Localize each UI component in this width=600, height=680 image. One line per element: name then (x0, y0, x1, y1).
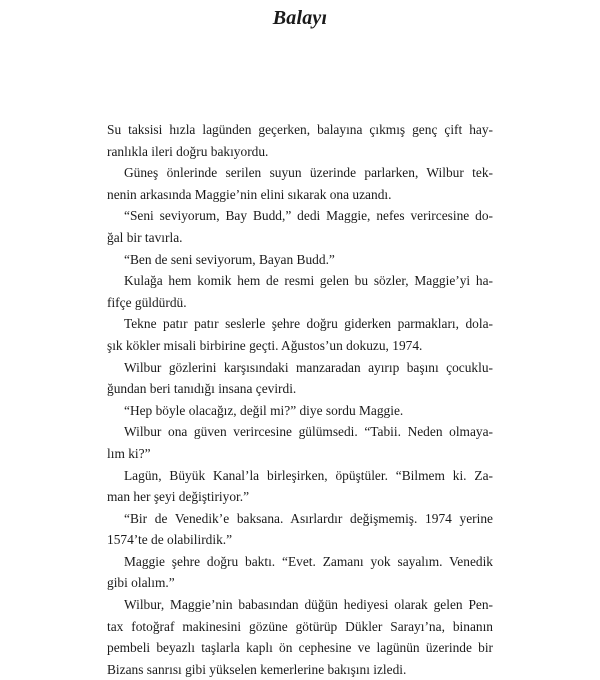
text-line: Lagün, Büyük Kanal’la birleşirken, öpüştüler. “Bilmem ki. Za- (124, 467, 493, 483)
body-text (107, 119, 493, 680)
text-line: “Ben de seni seviyorum, Bayan Budd.” (124, 251, 335, 267)
text-line: lım ki?” (107, 445, 151, 461)
text-line: “Bir de Venedik’e baksana. Asırlardır değişmemiş. 1974 yerine (124, 510, 493, 526)
text-line: “Seni seviyorum, Bay Budd,” dedi Maggie, nefes verircesine do- (124, 208, 493, 224)
text-line: fifçe güldürdü. (107, 294, 187, 310)
text-line: “Hep böyle olacağız, değil mi?” diye sordu Maggie. (124, 402, 404, 418)
text-line: Wilbur gözlerini karşısındaki manzaradan ayırıp başını çocuklu- (124, 359, 493, 375)
chapter-title: Balayı (272, 7, 328, 29)
text-line: şık kökler misali birbirine geçti. Ağustos’un dokuzu, 1974. (107, 337, 423, 353)
text-line: Bizans sanrısı gibi yükselen kemerlerine bakışını izledi. (107, 661, 407, 677)
text-line: nenin arkasında Maggie’nin elini sıkarak ona uzandı. (107, 186, 392, 202)
text-line: Kulağa hem komik hem de resmi gelen bu sözler, Maggie’yi ha- (124, 273, 493, 289)
text-line: Güneş önlerinde serilen suyun üzerinde parlarken, Wilbur tek- (124, 165, 493, 181)
text-line: Wilbur ona güven verircesine gülümsedi. “Tabii. Neden olmaya- (124, 424, 493, 440)
text-line: ranlıkla ileri doğru bakıyordu. (107, 143, 269, 159)
text-line: ğundan beri tanıdığı insana çevirdi. (107, 381, 297, 397)
text-line: man her şeyi değiştiriyor.” (107, 489, 250, 505)
text-line: pembeli beyazlı taşlarla kaplı ön cephesine ve lagünün üzerinde bir (107, 640, 493, 656)
text-line: 1574’te de olabilirdik.” (107, 532, 233, 548)
text-line: gibi olalım.” (107, 575, 175, 591)
text-line: ğal bir tavırla. (107, 229, 183, 245)
text-line: Maggie şehre doğru baktı. “Evet. Zamanı yok sayalım. Venedik (124, 553, 493, 569)
text-line: Tekne patır patır seslerle şehre doğru giderken parmakları, dola- (124, 316, 493, 332)
text-line: tax fotoğraf makinesini gözüne götürüp Dükler Sarayı’na, binanın (107, 618, 493, 634)
text-line: Su taksisi hızla lagünden geçerken, balayına çıkmış genç çift hay- (107, 122, 493, 137)
text-line: Wilbur, Maggie’nin babasından düğün hediyesi olarak gelen Pen- (124, 597, 493, 613)
